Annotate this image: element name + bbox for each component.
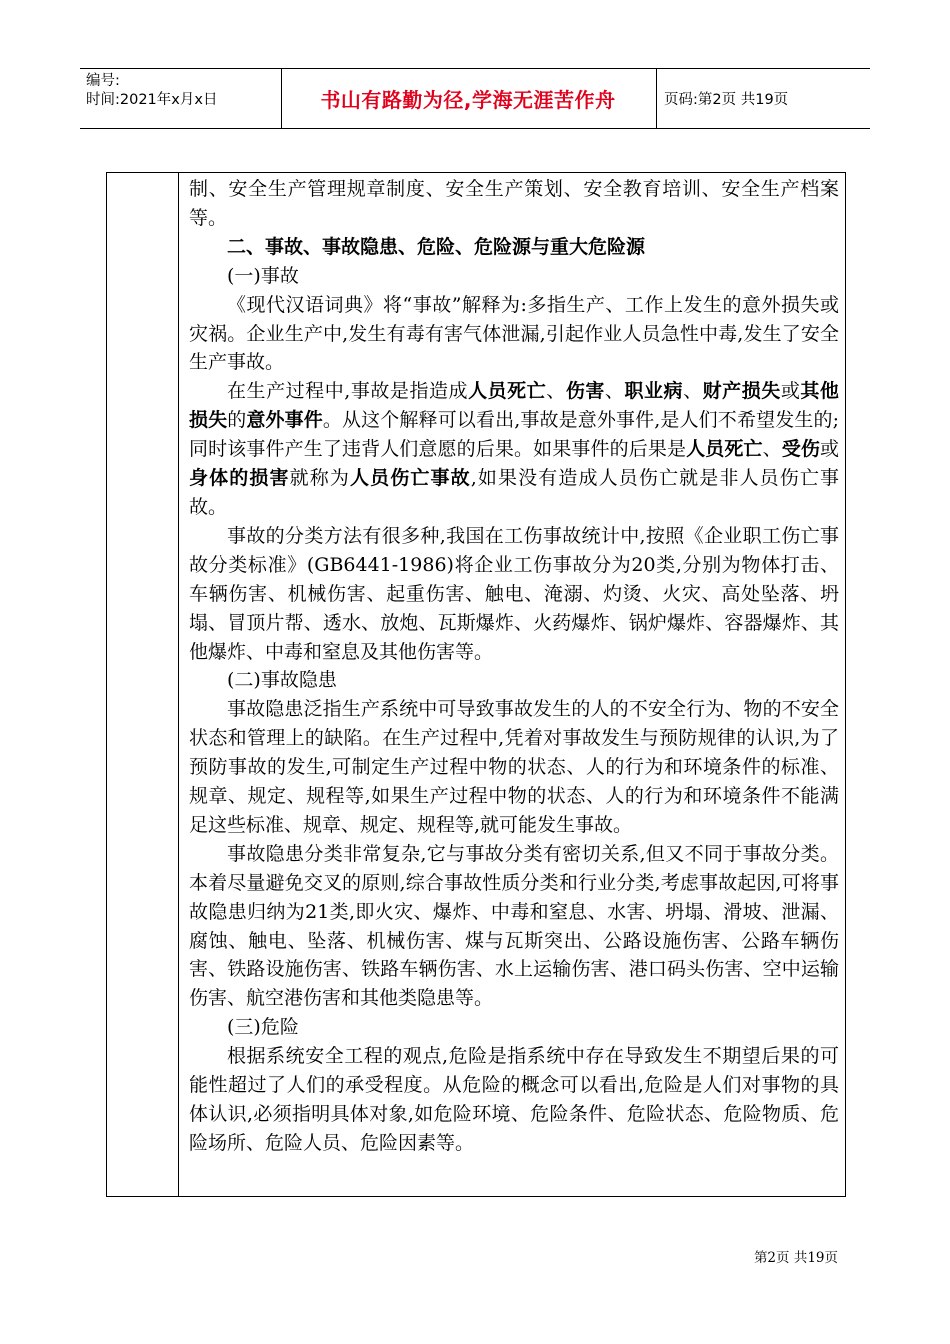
header-divider bbox=[281, 68, 282, 128]
header-meta bbox=[86, 72, 217, 110]
paragraph-accident-definition: 《现代汉语词典》将“事故”解释为:多指生产、工作上发生的意外损失或灾祸。企业生产中,发生有毒有害气体泄漏,引起作业人员急性中毒,发生了安全生产事故。 bbox=[189, 293, 839, 374]
header-divider bbox=[656, 68, 657, 128]
header-page-number: 页码:第2页 共19页 bbox=[664, 91, 789, 108]
paragraph-hazard-classification: 事故隐患分类非常复杂,它与事故分类有密切关系,但又不同于事故分类。本着尽量避免交叉的原则,综合事故性质分类和行业分类,考虑事故起因,可将事故隐患归纳为21类,即火灾、爆炸、中毒和窒息、水害、坍塌、滑坡、泄漏、腐蚀、触电、坠落、机械伤害、煤与瓦斯突出、公路设施伤害、公路车辆伤害、铁路设施伤害、铁路车辆伤害、水上运输伤害、港口码头伤害、空中运输伤害、航空港伤害和其他类隐患等。 bbox=[189, 842, 839, 1010]
table-column-divider bbox=[178, 172, 179, 1197]
paragraph-continuation: 制、安全生产管理规章制度、安全生产策划、安全教育培训、安全生产档案等。 bbox=[189, 178, 839, 229]
document-body bbox=[189, 175, 839, 1158]
header-motto: 书山有路勤为径,学海无涯苦作舟 bbox=[320, 87, 616, 112]
paragraph-hazard-definition: 事故隐患泛指生产系统中可导致事故发生的人的不安全行为、物的不安全状态和管理上的缺陷。在生产过程中,凭着对事故发生与预防规律的认识,为了预防事故的发生,可制定生产过程中物的状态、人的行为和环境条件的标准、规章、规定、规程等,如果生产过程中物的状态、人的行为和环境条件不能满足这些标准、规章、规定、规程等,就可能发生事故。 bbox=[189, 698, 839, 836]
subsection-heading-accident: (一)事故 bbox=[227, 264, 299, 287]
section-heading: 二、事故、事故隐患、危险、危险源与重大危险源 bbox=[227, 235, 646, 258]
document-number-label: 编号: bbox=[86, 73, 120, 89]
paragraph-accident-classification: 事故的分类方法有很多种,我国在工伤事故统计中,按照《企业职工伤亡事故分类标准》(GB6441-1986)将企业工伤事故分为20类,分别为物体打击、车辆伤害、机械伤害、起重伤害、触电、淹溺、灼烫、火灾、高处坠落、坍塌、冒顶片帮、透水、放炮、瓦斯爆炸、火药爆炸、锅炉爆炸、容器爆炸、其他爆炸、中毒和窒息及其他伤害等。 bbox=[189, 524, 839, 663]
subsection-heading-danger: (三)危险 bbox=[227, 1016, 299, 1039]
paragraph-danger-definition: 根据系统安全工程的观点,危险是指系统中存在导致发生不期望后果的可能性超过了人们的承受程度。从危险的概念可以看出,危险是人们对事物的具体认识,必须指明具体对象,如危险环境、危险条件、危险状态、危险物质、危险场所、危险人员、危险因素等。 bbox=[189, 1045, 839, 1154]
footer-page-number: 第2页 共19页 bbox=[753, 1250, 838, 1266]
paragraph-accident-production: 在生产过程中,事故是指造成人员死亡、伤害、职业病、财产损失或其他损失的意外事件。从这个解释可以看出,事故是意外事件,是人们不希望发生的;同时该事件产生了违背人们意愿的后果。如果事件的后果是人员死亡、受伤或身体的损害就称为人员伤亡事故,如果没有造成人员伤亡就是非人员伤亡事故。 bbox=[189, 380, 839, 518]
document-date: 时间:2021年x月x日 bbox=[86, 92, 218, 108]
header-bottom-rule bbox=[80, 128, 870, 129]
subsection-heading-hazard: (二)事故隐患 bbox=[227, 669, 337, 692]
